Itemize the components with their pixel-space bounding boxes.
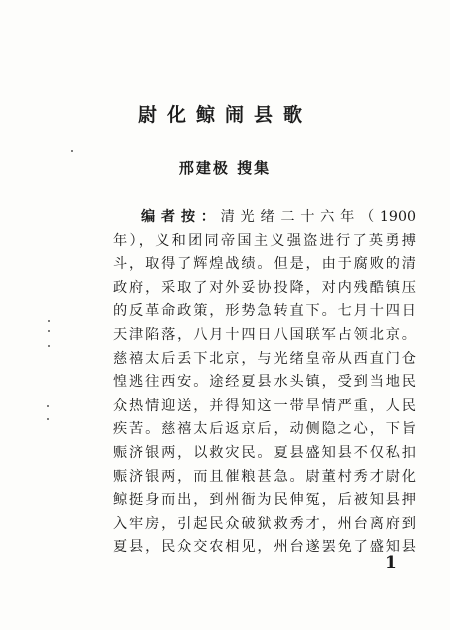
note-line: 年），义和团同帝国主义强盗进行了英勇搏: [113, 232, 416, 249]
note-line: 夏县，民众交农相见，州台遂罢免了盛知县: [113, 539, 416, 556]
note-line: 赈济银两，以救灾民。夏县盛知县不仅私扣: [113, 444, 416, 461]
scan-speck: [48, 330, 50, 332]
note-line: 政府，采取了对外妥协投降，对内残酷镇压: [113, 279, 416, 296]
note-line: 天津陷落，八月十四日八国联军占领北京。: [113, 326, 416, 343]
page-number: 1: [385, 553, 397, 573]
editor-note: [113, 206, 416, 560]
scan-speck: [47, 418, 49, 420]
note-line: 众热情迎送，并得知这一带旱情严重，人民: [113, 397, 416, 414]
scan-speck: [48, 320, 50, 322]
note-label: 编者按：: [141, 209, 221, 225]
note-line: [113, 206, 416, 230]
note-line: 疾苦。慈禧太后返京后，动侧隐之心，下旨: [113, 421, 416, 438]
page-title: 尉化鲸闹县歌: [137, 104, 312, 126]
note-line: 赈济银两，而且催粮甚急。尉董村秀才尉化: [113, 468, 416, 485]
scan-speck: [71, 150, 73, 152]
note-line: 入牢房，引起民众破狱救秀才，州台离府到: [113, 515, 416, 532]
author-credit: 邢建极 搜集: [178, 159, 272, 177]
scan-speck: [47, 405, 49, 407]
note-line: 鲸挺身而出，到州衙为民伸冤，后被知县押: [113, 492, 416, 509]
note-line: 惶逃往西安。途经夏县水头镇，受到当地民: [113, 374, 416, 391]
note-line: 斗，取得了辉煌战绩。但是，由于腐败的清: [113, 256, 416, 273]
note-line: 慈禧太后丢下北京，与光绪皇帝从西直门仓: [113, 350, 416, 367]
note-line-text: 清光绪二十六年（1900: [220, 209, 416, 225]
note-line: 的反革命政策，形势急转直下。七月十四日: [113, 303, 416, 320]
scan-speck: [48, 345, 50, 347]
